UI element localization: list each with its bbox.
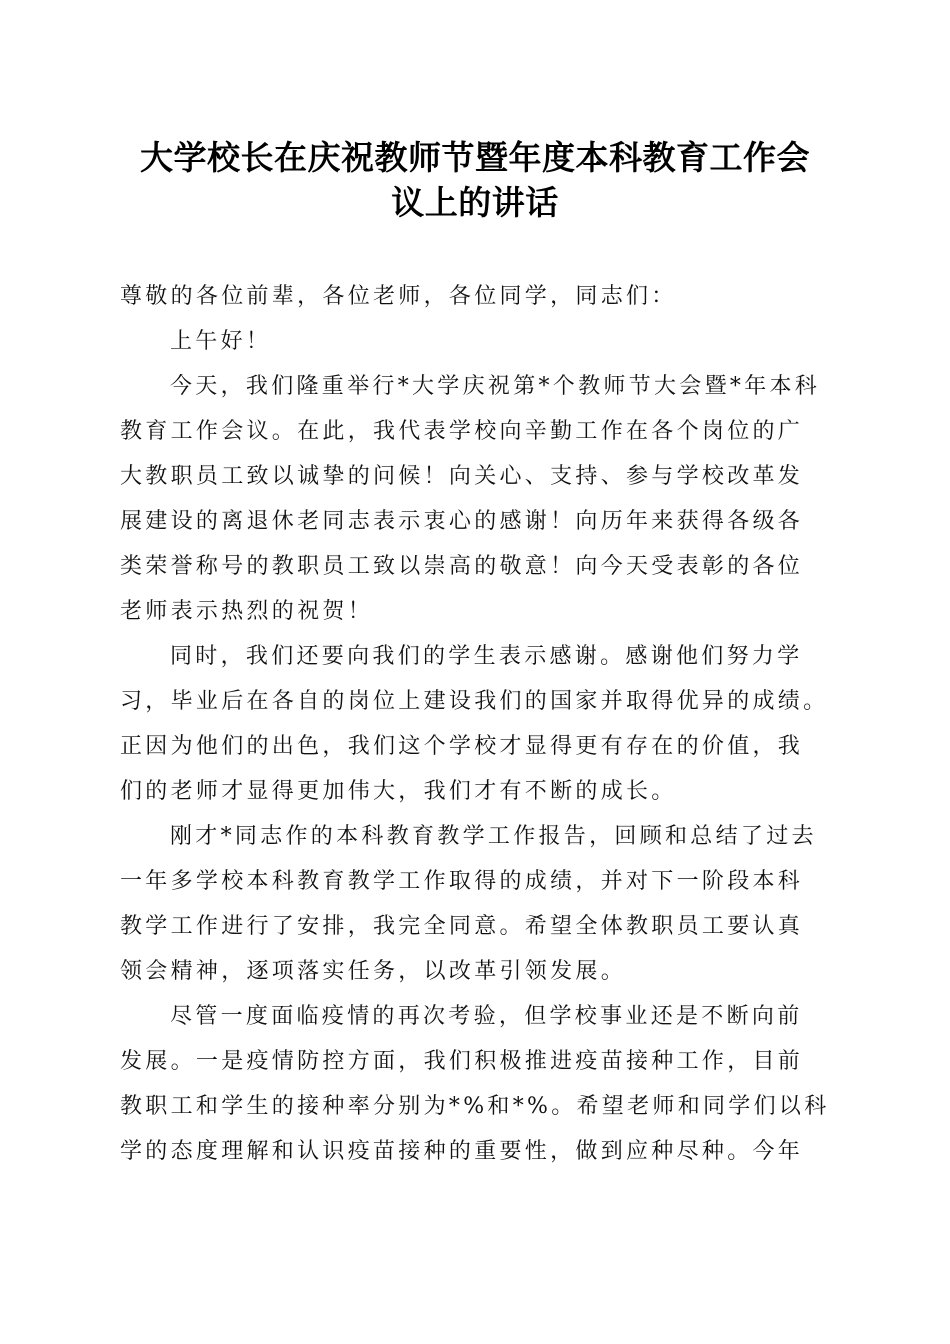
paragraph-line: 今天，我们隆重举行*大学庆祝第*个教师节大会暨*年本科	[170, 374, 821, 399]
paragraph-line: 学的态度理解和认识疫苗接种的重要性，做到应种尽种。今年	[120, 1139, 804, 1164]
paragraph-line: 们的老师才显得更加伟大，我们才有不断的成长。	[120, 779, 677, 804]
paragraph-line: 展建设的离退休老同志表示衷心的感谢！向历年来获得各级各	[120, 509, 804, 534]
paragraph-3	[120, 814, 840, 994]
paragraph-line: 类荣誉称号的教职员工致以崇高的敬意！向今天受表彰的各位	[120, 554, 804, 579]
paragraph-line: 教学工作进行了安排，我完全同意。希望全体教职员工要认真	[120, 914, 804, 939]
paragraph-2	[120, 634, 840, 814]
paragraph-1	[120, 364, 840, 634]
paragraph-4	[120, 994, 840, 1174]
paragraph-line: 发展。一是疫情防控方面，我们积极推进疫苗接种工作，目前	[120, 1049, 804, 1074]
paragraph-line: 同时，我们还要向我们的学生表示感谢。感谢他们努力学	[170, 644, 803, 669]
paragraph-line: 刚才*同志作的本科教育教学工作报告，回顾和总结了过去	[170, 824, 817, 849]
greeting: 上午好！	[170, 329, 272, 354]
title-line: 大学校长在庆祝教师节暨年度本科教育工作会	[140, 138, 810, 177]
paragraph-line: 教育工作会议。在此，我代表学校向辛勤工作在各个岗位的广	[120, 419, 804, 444]
paragraph-line: 一年多学校本科教育教学工作取得的成绩，并对下一阶段本科	[120, 869, 804, 894]
document-body	[120, 274, 840, 1174]
paragraph-line: 领会精神，逐项落实任务，以改革引领发展。	[120, 959, 627, 984]
document-title	[110, 135, 840, 225]
paragraph-line: 老师表示热烈的祝贺！	[120, 599, 374, 624]
title-line: 议上的讲话	[391, 183, 559, 222]
paragraph-line: 正因为他们的出色，我们这个学校才显得更有存在的价值，我	[120, 734, 804, 759]
paragraph-line: 教职工和学生的接种率分别为*%和*%。希望老师和同学们以科	[120, 1094, 830, 1119]
salutation: 尊敬的各位前辈，各位老师，各位同学，同志们：	[120, 284, 677, 309]
paragraph-line: 大教职员工致以诚挚的问候！向关心、支持、参与学校改革发	[120, 464, 804, 489]
paragraph-line: 尽管一度面临疫情的再次考验，但学校事业还是不断向前	[170, 1004, 803, 1029]
paragraph-line: 习，毕业后在各自的岗位上建设我们的国家并取得优异的成绩。	[120, 689, 829, 714]
